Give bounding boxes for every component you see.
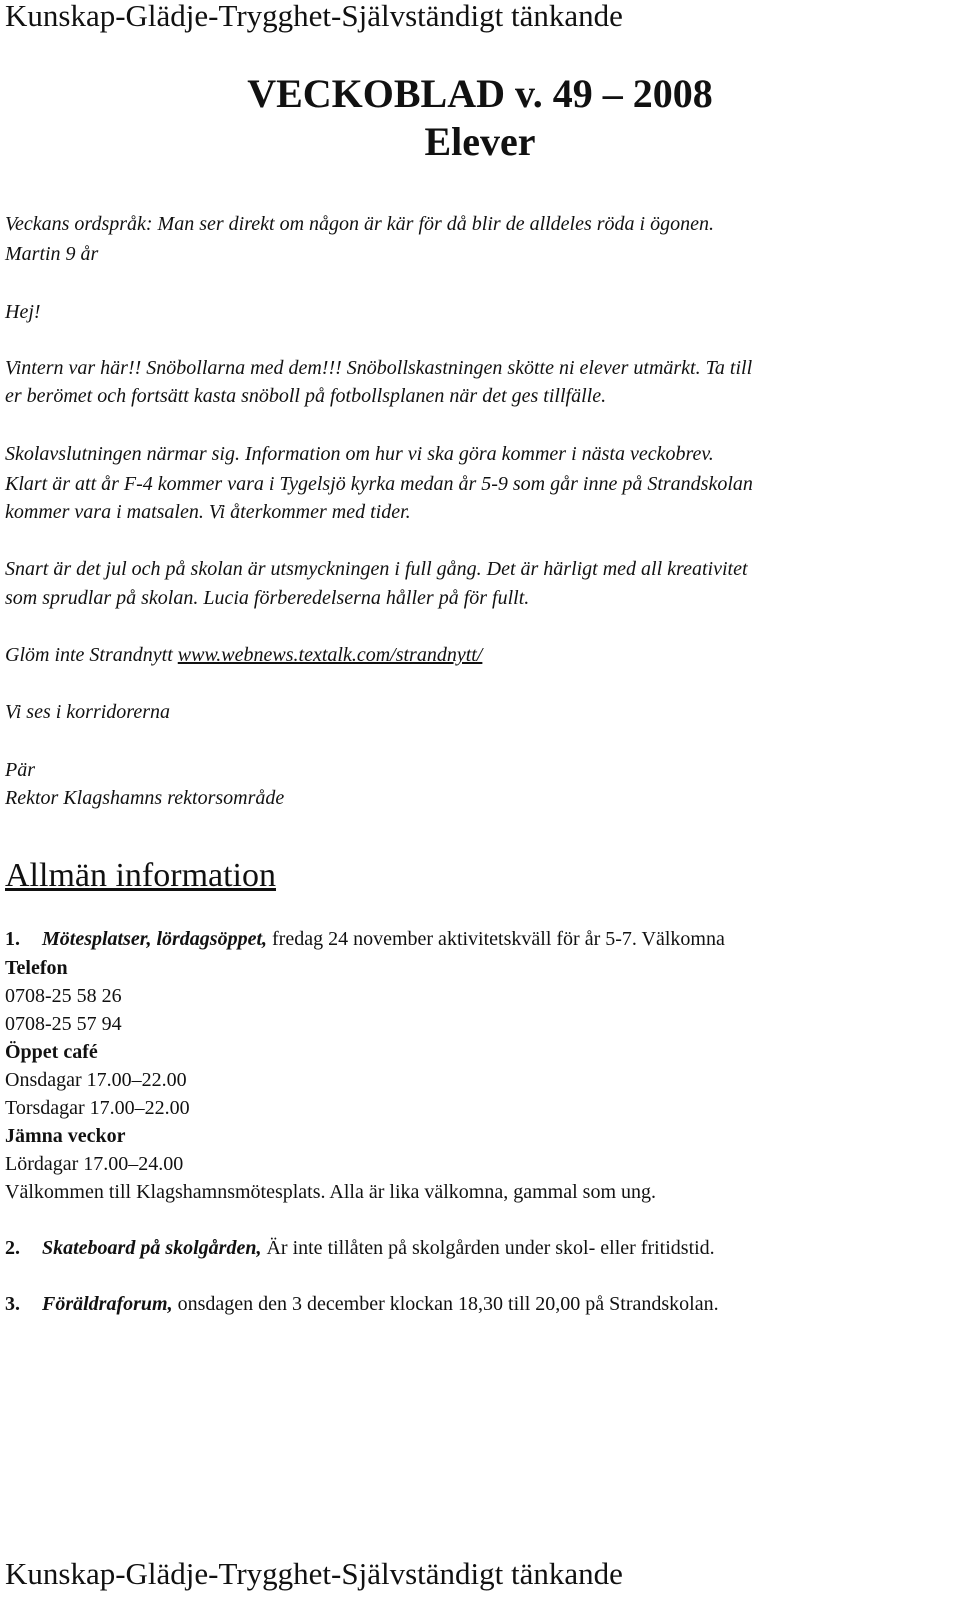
signature-title: Rektor Klagshamns rektorsområde xyxy=(5,787,285,809)
document-title: VECKOBLAD v. 49 – 2008 xyxy=(247,71,713,116)
paragraph-5: Vi ses i korridorerna xyxy=(5,701,170,723)
info-item-1 xyxy=(5,927,725,951)
paragraph-2-line-1: Skolavslutningen närmar sig. Information om hur vi ska göra kommer i nästa veckobrev. xyxy=(5,443,714,465)
welcome-text: Välkommen till Klagshamnsmötesplats. Alla är lika välkomna, gammal som ung. xyxy=(5,1181,657,1203)
proverb-author: Martin 9 år xyxy=(5,243,99,265)
item-3-text: onsdagen den 3 december klockan 18,30 till 20,00 på Strandskolan. xyxy=(172,1293,719,1315)
section-heading-general-info: Allmän information xyxy=(5,857,277,894)
cafe-hours-1: Onsdagar 17.00–22.00 xyxy=(5,1069,187,1091)
item-2-title: Skateboard på skolgården, xyxy=(42,1237,262,1259)
proverb-text: Veckans ordspråk: Man ser direkt om någon är kär för då blir de alldeles röda i ögonen. xyxy=(5,213,714,235)
item-1-number: 1. xyxy=(5,928,20,950)
paragraph-1-line-1: Vintern var här!! Snöbollarna med dem!!! Snöbollskastningen skötte ni elever utmärkt. Ta till xyxy=(5,357,753,379)
paragraph-3-line-1: Snart är det jul och på skolan är utsmyckningen i full gång. Det är härligt med all kreativitet xyxy=(5,558,748,580)
signature-name: Pär xyxy=(5,759,35,781)
phone-label: Telefon xyxy=(5,957,68,979)
even-weeks-label: Jämna veckor xyxy=(5,1125,126,1147)
paragraph-3-line-2: som sprudlar på skolan. Lucia förberedelserna håller på för fullt. xyxy=(5,587,530,609)
info-item-2 xyxy=(5,1236,715,1260)
cafe-hours-2: Torsdagar 17.00–22.00 xyxy=(5,1097,190,1119)
item-2-text: Är inte tillåten på skolgården under skol- eller fritidstid. xyxy=(261,1237,715,1259)
phone-number-1: 0708-25 58 26 xyxy=(5,985,122,1007)
item-1-title: Mötesplatser, lördagsöppet, xyxy=(42,928,268,950)
page-footer-motto: Kunskap-Glädje-Trygghet-Självständigt tänkande xyxy=(5,1556,623,1591)
paragraph-1-line-2: er berömet och fortsätt kasta snöboll på fotbollsplanen när det ges tillfälle. xyxy=(5,385,607,407)
item-2-number: 2. xyxy=(5,1237,20,1259)
strandnytt-link[interactable]: www.webnews.textalk.com/strandnytt/ xyxy=(177,644,483,666)
greeting: Hej! xyxy=(5,301,41,323)
item-1-text: fredag 24 november aktivitetskväll för år 5-7. Välkomna xyxy=(267,928,725,950)
phone-number-2: 0708-25 57 94 xyxy=(5,1013,122,1035)
even-weeks-hours: Lördagar 17.00–24.00 xyxy=(5,1153,184,1175)
item-3-title: Föräldraforum, xyxy=(42,1293,173,1315)
info-item-3 xyxy=(5,1292,719,1316)
paragraph-4 xyxy=(5,643,482,667)
strandnytt-prefix: Glöm inte Strandnytt xyxy=(5,644,178,666)
paragraph-2-line-3: kommer vara i matsalen. Vi återkommer med tider. xyxy=(5,501,411,523)
page-header-motto: Kunskap-Glädje-Trygghet-Självständigt tänkande xyxy=(5,0,623,33)
document-subtitle: Elever xyxy=(424,119,536,164)
item-3-number: 3. xyxy=(5,1293,20,1315)
cafe-label: Öppet café xyxy=(5,1041,98,1063)
paragraph-2-line-2: Klart är att år F-4 kommer vara i Tygelsjö kyrka medan år 5-9 som går inne på Strandskolan xyxy=(5,473,753,495)
